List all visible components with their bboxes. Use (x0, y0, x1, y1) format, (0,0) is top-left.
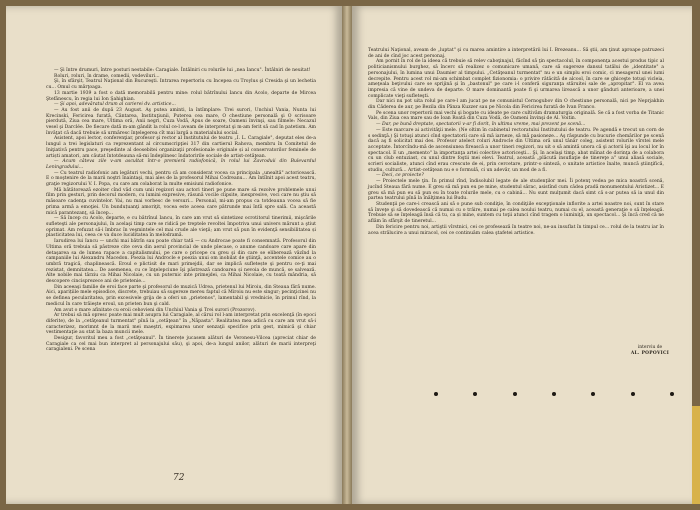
left-page (6, 6, 342, 504)
paragraph: — Este marcare ai activităţii mele. (Ne oltim în cabinetul rectoratului Institutului de teatru. Pe agendă e trecut un corn de s sedinţă.) Şi totuşi atunci cînd spectatorii care să mă iarneze, să mă pasioneze... Aş răspunde cu bucurie chemărilor pe scenă dacă aş fi solicitat mai des. Profesor atelect roluri Androcle din Ultima oră unul tânăr coleg, asistent rolurile vîrstei mele acceptate. Întorcîndu-mă de ascensiunea firească a unor tineri regizori, nu uit o să amintă unora că şi actorii îşi au locul lor în spectacol. E un „memento" la importanţa artei colective actoriceşti... Şi, în acelaşi timp, abat mîinat de dorinţa de a colabora cu un club entuziast, cu unul dintre foştii mei elevi. Teatrul, această „plăcută insuflaţie de tinereţe a" unui aliasă sociale, scrieri socialiste, atunci cînd erau crescute de ei, prin cercetare, printr-o sinteză, o unitate artistice înalte, muncă ştiinţifică, studiu, cultură... Artist-cetăţean nu e o formulă, ci un adevăr, un mod de a fi. (368, 127, 664, 173)
paragraph: Am pornit în rol de la ideea că trebuie să relev caboţinajul, făcînd să ţin spectacolul, în componenţa acestui produs tipic al politicianismului burghez, să încerc să realizez o comunicare umană, care să sugereze dansul tatălui de „identitate" a personajului, în lumina unui Daumier al timpului. „Cetăţeanul turmentat" nu e un simplu eroi comic, ci mesagerul unei lumi decrepite. Pentru acest rol mi-am schimbat complet fizionomia: o privire rătăcită de alcool, în care se ghiceşte totuşi vicleia, ameţeala beţivului care se sprijină şi în „bastonul" pe care i-l conferă siguranţa stăruitei sale de „apropitar". El va avea impresia că vine de undeva de departe. O mare dominantă poate fi şi urmarea lirească a unor gânduri anterioare, a unei complicate vieţi sufleteşti. (368, 59, 664, 99)
paragraph: — Au fost anii de după 23 August. Aş putea aminti, la întîmplare: Trei surori, Unchiul Vania, Nunta lui Krecinski, Fericirea furată, Cântarea, Instituţiunii, Puterea cea mare, O chestiune personală şi O scrisoare pierdută, Ziua cea mare, Ultima oră, Anii negri, Cuza Vodă, Apus de soare, Oameni învinşi, sau filmele: Necazul vesel şi Darclée. De fiecare dată m-am gândit la rolul ce-l aveam de interpretat şi m-am ferit să cad în patetism. Am învăţat că dacă trebuie să urmăresc înţelegerea cît mai largă a materialului social. (46, 107, 316, 136)
left-page-text (46, 68, 316, 353)
dot (670, 392, 674, 396)
paragraph: — Proiectele mele ţin. În primul rînd, îndisolubil legate de ale studenţilor mei. Îi potenţ vedea pe mica noastră scenă, jucînd Steaua fără nume. E greu să mă pun eu pe mine, studentul sărac, asistînd cum cădea pradă monumentului Aristizet... E greu să mă pun eu să pun eu în toate rolurile mele, cu o cabină... Nu sunt mulţumit dacă simt că s-ar putea să ia unul din partea teatrului pînă la înălţimea lui Budu. (368, 179, 664, 202)
dot (473, 392, 477, 396)
interview-credit (620, 345, 680, 357)
book-spine (342, 6, 352, 504)
dot (513, 392, 517, 396)
decorative-dots (434, 392, 674, 402)
paragraph: Iarudirea lui Iancu — unchi mai bătrîn sau poate chiar tată — cu Androcae poate fi consemnată. Profesorul din Ultima oră trebuia să păstreze cite ceva din aerul provincial de unde plecase, o anume candoare care apare din detaşarea sa de lumea rapace a capitalismului, pe care o pricepe cu greu şi din care se eliberează văzînd la campaniile lui Alexandru Macedon. Poezia lui Androcle e poezia unui om inobilat de ştiinţă, accentele comice au o umbră tragică, chaplinească. Eroul e plictisit de mari primejdii, dar se implică sufletește şi pentru ce-ţi mai rezistat, demnitatea... De asemenea, cu ce înţelepciune îşi păstrează candoarea și nevoia de muncă, se salvează. Alte nobile mai târziu ca Mihai Nicolaie, cu un puternic inte primejdei, ca Mihai Nicolaie, cu toată mândria, să descopere cincisprezece ani de prietenie... (46, 239, 316, 285)
interview-label: interviu de (637, 345, 663, 350)
paragraph: — Cu teatrul radiofonic am legături vechi, pentru că am considerat vocea ca principala „unealtă" actoricească. E o moştenire de la marii noştri înaintaşi, mai ales de la profesorul Mihai Codreanu... Am întîlnit apoi acest teatru, graţie regizorului V. I. Popa, cu care am colaborat la multe emisiuni radiofonice. (46, 170, 316, 188)
question: — Şi apoi, adevăratul drum al carierei dv. artistice... (54, 102, 176, 108)
page-number: 72 (173, 473, 185, 483)
paragraph: Desigur, favoritul meu a fost „cetăţeanul". În tinerețe jucasem alături de Veronesu-Vilcea (apreciat chiar de Caragiale ca cel mai bun interpret al personajului său), şi apoi, de-a lungul anilor, alături de marii interpreţi caragialeni. Pe scena (46, 336, 316, 353)
dot (631, 392, 635, 396)
paragraph: Ar trebui să mă opresc poate mai mult asupra lui Caragiale, al cărui rol l-am interpretat prin excelenţă (în epoci diferite), de la „cetăţeanul turmentat" pînă la „cetăţean" în „Năpasta". Realitatea mea adică cu care am vrut să-i caracterizez, morimnt de la marii mei maeştri, expimarea unor senzaţii specifice prin gest, mimică şi chiar vestimentaţie au stat la baza muncii mele. (46, 313, 316, 336)
question: — Deci, ce proiecte? (376, 173, 424, 179)
paragraph: Teatrului Naţional, aveam de „luptat" şi cu marea amintire a interpretării lui I. Brezeanu... Să ştii, am ţinut aproape patruzeci de ani de cînd joc acest personaj. (368, 48, 664, 59)
paragraph: Studenţii pe care-i crească ani să o pune sub condiţie, în condiţiile excepţionale inflorite a artei noastre noi, sunt în stare să înveţe şi să dovedească că numai cu o trăire, numai pe calea noului teatru, numai cu el, această generaţie o să înţeleagă. Trebuie să se înţeleagă însă că tu, ca și mine, suntem cu toţii atunci cînd tragem o luminiţă, un spectacol... Şi încă cred că ne aflăm în sfârşit de tineretul... (368, 201, 664, 225)
question: — Acum câteva zile v-am ascultat într-o premieră radiofonică, în rolul lui Zavroduii din Bulevardul Leningradului... (46, 159, 316, 170)
paragraph: — Şi între drumuri, între posturi nestabile: Caragiale. Întâlniri cu rolurile lui „nea Iancu". Întâlniri de neuitat! (54, 68, 311, 73)
paragraph: Asistent, apoi lector, conferenţiar, profesor şi rector al Institutului de teatru „I. L. Caragiale", deputat eles de-a lungul a trei legislaturi ca reprezentant al circumscripţiei 317 din cartierul Rahova, membru în Comitetul de Iniţiativă pentru pace, preşedinte al deosebitei organizaţii profesionale originale și al conservatorilor feminele de artiști amatori, am căutat întotdeauna să-mi îndeplinesc îndatoririle sociale de artist-cetăţean. (46, 136, 316, 159)
page-edge-tab (692, 406, 700, 504)
paragraph: Din aceeaşi familie de eroi face parte şi profesorul de muzică Udrea, prietenul lui Miroiu, din Steaua fără nume. Aici, aparițiile mele episodice, discrete, trebuiau să sugereze mereu faptul că Miroiu nu este singur; pecinţicinei nu se definea pecularitatea, prin excesivele grija de a oferi un „prietenos", lamentabil şi vrednicie, în primul rînd, la medicul în care trăieşte eroul, un prieten bun şi cald. (46, 284, 316, 307)
dot (552, 392, 556, 396)
right-page (352, 6, 692, 504)
paragraph: Roluri, roluri, în drame, comedii, vodeviluri... (54, 73, 160, 79)
paragraph: — Să încep cu Acolo, departe, e cu bătrînul Iancu, în care am vrut să sintetizez ocrotitorul tinerimii, mişcările sufleteşti ale personajului, în acelaşi timp care se ridică pe treptele revoltei împotriva unui univers mărunt a ştiut oprimat. Am refuzat să-i îmbrac în veşmintele cel mai crude ale vieţii; am vrut să pun în evidenţă sensibilitatea și plasticitatea lui, ceea ce va duce luciditatea în melodramă. (46, 216, 316, 239)
paragraph: Am avut o mare afinitate cu eroii cehovieni din Unchiul Vania şi Trei surori (Prozorov). (54, 307, 257, 313)
paragraph: Din fericire pentru noi, artiştii vîrstnici, cei ce profesează în teatre noi, ne-au insuflat în timpul ce... rolul de la teatru iar în acea strălucire a unui miracol, cei ce continuăm calea ştafetei artistice. (368, 224, 664, 236)
paragraph: 13 martie 1939 a fost o dată memorabilă pentru mine: rolul bătrînului Iancu din Acolo, departe de Mircea Ştefănescu, în regia lui Ion Şahighian. (46, 90, 316, 102)
dot (591, 392, 595, 396)
paragraph: Dar nici nu pot uita rolul pe care-l am jucat pe ne comunistul Cernogubov din O chestiune personală, nici pe Neprjakhin din Căderea de aur, pe Bezila din Pânza Kuzzer sau pe Nicola din Fericirea furată de Ivan Franco. (368, 99, 664, 111)
dot (434, 392, 438, 396)
paragraph: Mă bătătorează ezoiter cînd văd cum unii regizori sau actori tineri pe pune mare să rezolve problemele unui film prin gesturi, prin decorul modern, cu lumini expresive, răsună vocile clipsite, inexpresive, voci care nu ştiu să măsoare cadenţa cuvintelor. Vai, nu mai vorbesc de versuri... Personal, mi-am propus ca totdeauna vocea să fie prima armă a emoţiei. Un bunduțuanţi amoriţit, vocea este aceea care pătrunde mai întîi spre sală. Ca această mică parantezanţ, să încep... (46, 187, 316, 216)
right-page-text (368, 48, 664, 236)
question: — Dar, pe bună dreptate, spectatorii v-ar fi dorit, în ultima vreme, mai prezent pe scenă... (376, 122, 586, 128)
interviewer-name: AL. POPOVICI (630, 351, 670, 356)
paragraph: Şi, în sfârşit, Teatrul Naţional din Bucureşti. Intrarea repertoriu cu Incepea cu Troylus şi Cresida şi un lechetia cu... Omul cu mârţoaga. (46, 79, 316, 91)
paragraph: Pe scena unor repertorii mai vechi şi bogate cu ideate pe care cultivăm dramaturgia originală. Se că a fost vorba de Titanic Vals, din Ziua cea mare sau de Ioan Roată din Cuza Vodă, de Oameni învinşi de Al. Voitin. (368, 110, 664, 122)
